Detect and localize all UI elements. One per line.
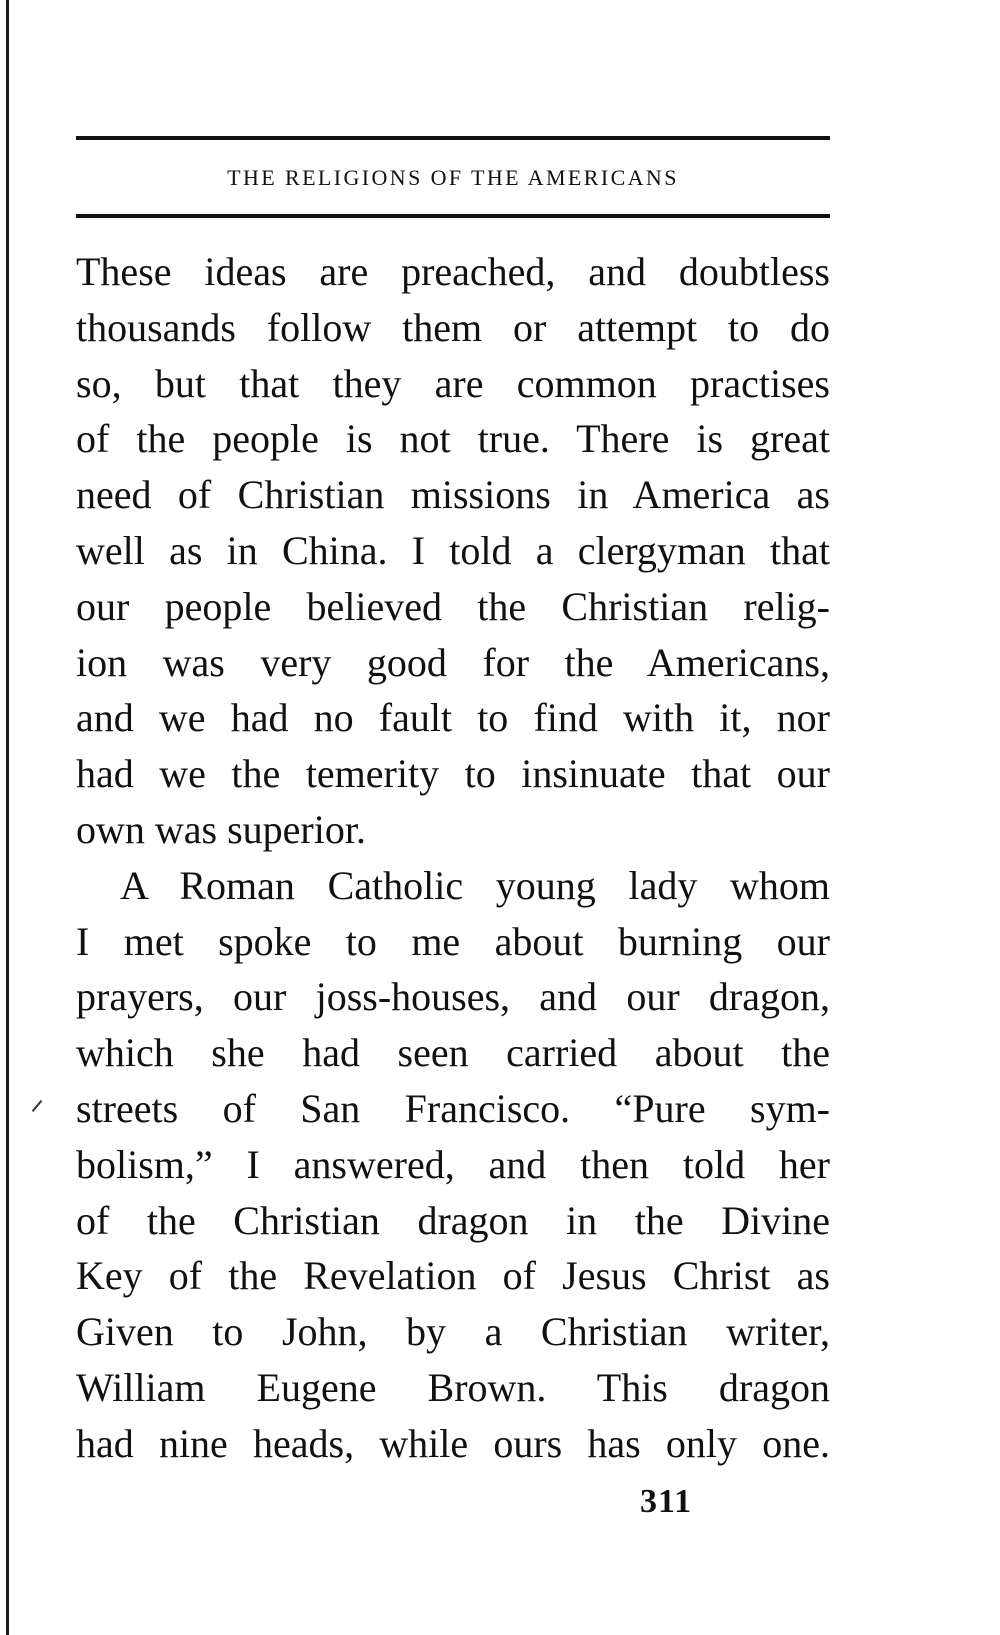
text-line: William Eugene Brown. This dragon: [76, 1364, 830, 1410]
text-line: need of Christian missions in America as: [76, 472, 830, 518]
header-rule-top: [76, 136, 830, 140]
text-line: I met spoke to me about burning our: [76, 918, 830, 964]
page-number: 311: [640, 1483, 693, 1520]
text-line: prayers, our joss-houses, and our dragon,: [76, 974, 830, 1020]
page-gutter-edge: [6, 0, 9, 1635]
text-line: had we the temerity to insinuate that our: [76, 751, 830, 797]
text-line: which she had seen carried about the: [76, 1030, 830, 1076]
text-line: and we had no fault to find with it, nor: [76, 695, 830, 741]
margin-pencil-mark: [32, 1100, 43, 1112]
text-line: of the people is not true. There is great: [76, 416, 830, 462]
paragraph-1: [76, 244, 830, 858]
text-line: Given to John, by a Christian writer,: [76, 1309, 830, 1355]
running-head: THE RELIGIONS OF THE AMERICANS: [227, 165, 679, 190]
text-line: streets of San Francisco. “Pure sym-: [76, 1085, 830, 1131]
text-line: of the Christian dragon in the Divine: [76, 1197, 830, 1243]
header-rule-bottom: [76, 214, 830, 218]
text-line: had nine heads, while ours has only one.: [76, 1420, 830, 1466]
text-line: our people believed the Christian relig-: [76, 583, 830, 629]
text-line: ion was very good for the Americans,: [76, 639, 830, 685]
body-text: [76, 244, 830, 1472]
text-line: bolism,” I answered, and then told her: [76, 1141, 830, 1187]
text-line: A Roman Catholic young lady whom: [120, 862, 830, 908]
text-line: thousands follow them or attempt to do: [76, 304, 830, 350]
text-line: These ideas are preached, and doubtless: [76, 249, 830, 294]
paragraph-2: [76, 858, 830, 1472]
text-line: Key of the Revelation of Jesus Christ as: [76, 1253, 830, 1299]
text-line: well as in China. I told a clergyman that: [76, 527, 830, 573]
text-line: so, but that they are common practises: [76, 360, 830, 406]
text-line: own was superior.: [76, 806, 366, 852]
